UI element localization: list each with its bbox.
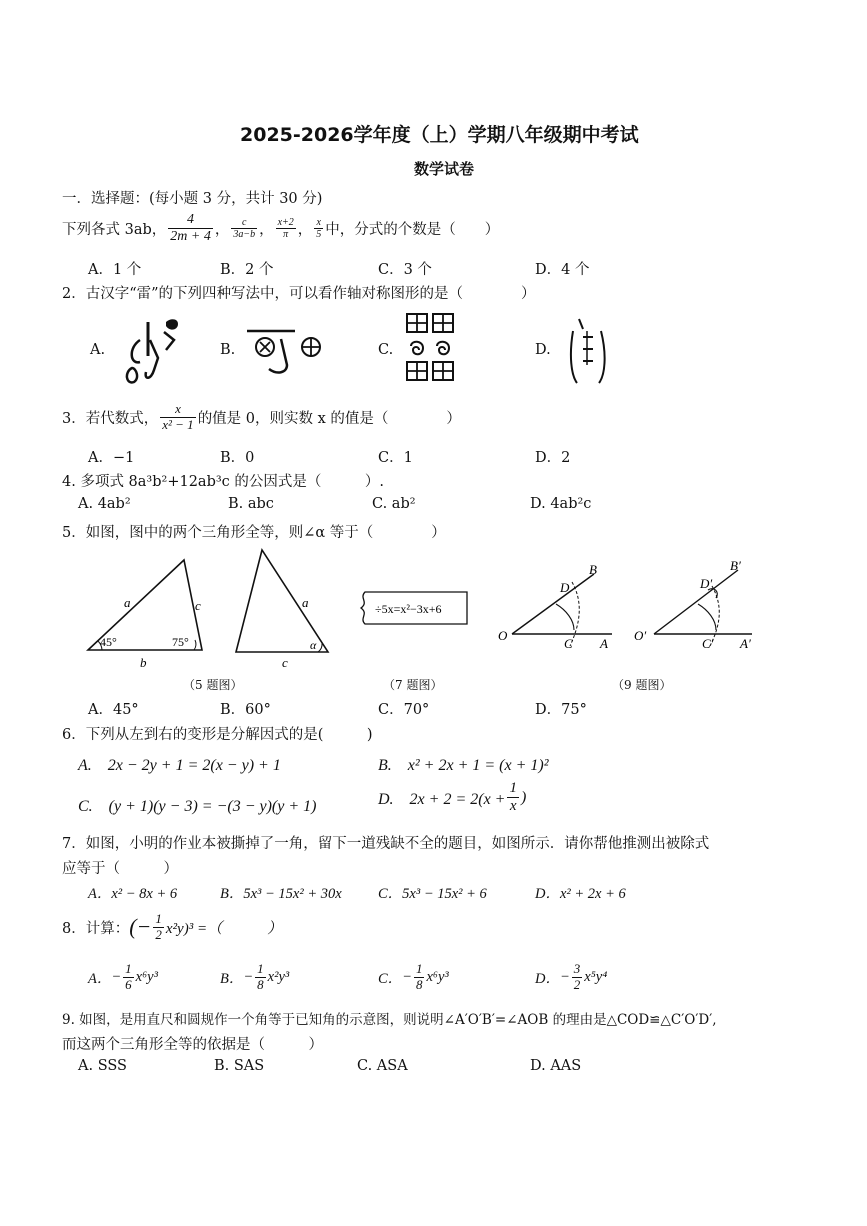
caption-fig-5: （5 题图） [183,678,243,692]
q8-b-numerator: 1 [257,961,264,976]
question-9-line-1: 9. 如图，是用直尺和圆规作一个角等于已知角的示意图，则说明∠A′O′B′=∠AOB 的理由是△COD≌△C′O′D′, [62,1012,717,1028]
q8-b-rest: x²y³ [267,968,290,985]
section-heading: 一．选择题：(每小题 3 分，共计 30 分) [62,191,323,207]
q8-b-sign: − [243,968,254,985]
q8-a-denominator: 6 [125,976,132,992]
fig9-right-C: C′ [702,636,714,651]
q5-option-b: B．60° [220,702,271,718]
q8-open: (− [129,914,152,940]
question-8 [62,912,282,943]
question-7-line-2: 应等于（ ） [62,861,178,877]
q8-d-rest: x⁵y⁴ [584,968,608,985]
q6-option-d-fraction [507,780,519,816]
tri2-side-a: a [302,595,309,610]
q8-c-denominator: 8 [415,976,423,992]
tri1-side-a: a [124,595,131,610]
q1-suffix: 中，分式的个数是（ ） [325,222,500,239]
q8-mid: x²y)³ =（ ） [165,920,283,937]
q6-option-a: A. 2x − 2y + 1 = 2(x − y) + 1 [78,757,281,774]
fig9-left-B: B [589,562,597,577]
q1-f1-numerator: 4 [168,212,213,229]
q8-d-label: D． [535,970,560,987]
q6-option-b: B. x² + 2x + 1 = (x + 1)² [378,757,549,774]
fig9-right-A: A′ [740,636,751,651]
q5-option-d: D．75° [535,702,587,718]
q8-option-c [378,962,449,993]
q5-option-a: A．45° [88,702,139,718]
page-title: 2025-2026学年度（上）学期八年级期中考试 [240,124,639,146]
q3-numerator: x [160,402,195,418]
q2-option-d: D. [535,342,551,358]
q1-f4-numerator: x [314,217,323,230]
fig9-left-A: A [600,636,608,651]
q1-f3-numerator: x+2 [277,216,294,228]
lei-glyph-b-image [245,325,335,380]
q8-c-sign: − [402,968,412,985]
q8-d-numerator: 3 [573,961,581,976]
question-2: 2．古汉字“雷”的下列四种写法中，可以看作轴对称图形的是（ ） [62,286,536,302]
q8-option-b [220,962,289,993]
q7-option-d: D．x² + 2x + 6 [535,886,626,902]
tri2-alpha: α [310,638,317,652]
question-9-line-2: 而这两个三角形全等的依据是（ ） [62,1037,323,1053]
q9-option-a: A. SSS [78,1058,127,1074]
q6-option-d-suffix: ) [520,788,527,806]
q6-option-d [378,780,526,816]
q1-f2-numerator: c [231,217,257,230]
q8-c-rest: x⁶y³ [426,968,449,985]
fig9-right-D: D′ [700,576,713,591]
q8-c-fraction [414,962,425,993]
q8-a-rest: x⁶y³ [135,968,158,985]
q4-option-a: A. 4ab² [78,496,131,512]
q3-option-b: B．0 [220,450,255,466]
q8-a-fraction [123,962,134,993]
fig9-left-C: C [564,636,573,651]
q8-numerator: 1 [155,911,162,926]
q8-d-sign: − [559,968,570,985]
q4-option-d: D. 4ab²c [530,496,592,512]
q6-d-numerator: 1 [507,780,519,798]
q8-d-denominator: 2 [573,976,581,992]
q6-option-d-prefix: D. 2x + 2 = 2(x + [378,791,506,809]
q1-f3-denominator: π [283,229,289,241]
tri1-angle-left: 45° [100,635,117,649]
q7-torn-paper-text: ÷5x=x²−3x+6 [375,602,442,616]
q3-option-a: A．−1 [88,450,135,466]
q7-option-b: B．5x³ − 15x² + 30x [220,886,342,902]
question-3 [62,402,461,433]
tri2-side-c: c [282,655,288,670]
q1-fraction-3 [276,217,296,241]
q2-option-b: B. [220,342,236,358]
q4-option-c: C. ab² [372,496,416,512]
q1-f2-denominator: 3a−b [233,229,256,241]
page-subtitle: 数学试卷 [414,160,475,178]
q6-option-c: C. (y + 1)(y − 3) = −(3 − y)(y + 1) [78,798,317,815]
q1-option-d: D．4 个 [535,262,590,278]
fig9-left-D: D [560,580,570,595]
caption-fig-9: （9 题图） [612,678,672,692]
fig9-right-B: B′ [730,558,741,573]
question-6: 6．下列从左到右的变形是分解因式的是( ) [62,727,373,743]
q1-fraction-1 [168,212,213,245]
q1-fraction-2 [231,217,257,241]
q8-denominator: 2 [155,926,162,942]
tri1-side-c: c [195,598,201,613]
question-5: 5．如图，图中的两个三角形全等，则∠α 等于（ ） [62,525,446,541]
q4-option-b: B. abc [228,496,274,512]
q1-option-b: B．2 个 [220,262,274,278]
q1-f1-denominator: 2m + 4 [170,229,211,245]
caption-fig-7: （7 题图） [383,678,443,692]
lei-glyph-d-image [565,315,615,387]
q1-option-c: C．3 个 [378,262,432,278]
q7-option-c: C．5x³ − 15x² + 6 [378,886,487,902]
q8-fraction [153,912,164,943]
lei-glyph-c-image [405,312,455,384]
q1-prefix: 下列各式 3ab， [62,222,167,239]
q5-triangle-2-figure [230,545,340,670]
q3-option-d: D．2 [535,450,571,466]
q5-triangle-1-figure [82,555,212,670]
q8-b-fraction [255,962,266,993]
q2-option-c: C. [378,342,394,358]
lei-glyph-a-image [118,310,188,390]
tri1-side-b: b [140,655,147,670]
q3-prefix: 3．若代数式， [62,410,159,427]
q3-suffix: 的值是 0，则实数 x 的值是（ ） [197,410,461,427]
q9-right-construction-figure [632,556,762,660]
q1-option-a: A．1 个 [88,262,142,278]
q3-denominator: x² − 1 [162,416,194,432]
question-1: 下列各式 3ab， $\frac{4}{2m + 4}$ ， $\frac{c}{3a-b}$ ， $\frac{x+2}{\pi}$ ， $\frac{x}{5}$ 中，分式的个数是（ ） [62,212,500,245]
q7-option-a: A．x² − 8x + 6 [88,886,178,902]
fig9-right-O: O′ [634,628,647,643]
q8-c-label: C． [378,970,403,987]
q8-option-d [535,962,607,993]
q8-c-numerator: 1 [415,961,423,976]
tri1-angle-right: 75° [172,635,189,649]
q9-option-b: B. SAS [214,1058,265,1074]
q6-d-denominator: x [509,798,517,815]
q8-b-label: B． [220,970,244,987]
q8-prefix: 8．计算： [62,920,130,937]
q8-a-numerator: 1 [125,961,132,976]
q8-option-a [88,962,158,993]
q8-b-denominator: 8 [257,976,264,992]
question-4: 4. 多项式 8a³b²+12ab³c 的公因式是（ ）. [62,474,385,490]
q9-left-construction-figure [494,560,624,660]
q1-fraction-4 [314,217,323,241]
q3-fraction [160,402,195,433]
fig9-left-O: O [498,628,508,643]
q7-torn-paper-figure [355,588,475,628]
q1-f4-denominator: 5 [316,229,322,241]
q5-option-c: C．70° [378,702,430,718]
q8-d-fraction [572,962,583,993]
question-7-line-1: 7．如图，小明的作业本被撕掉了一角，留下一道残缺不全的题目，如图所示．请你帮他推测出被除式 [62,836,710,852]
q2-option-a: A. [90,342,106,358]
q9-option-c: C. ASA [357,1058,408,1074]
q8-a-sign: − [111,968,122,985]
q9-option-d: D. AAS [530,1058,582,1074]
q8-a-label: A． [88,970,112,987]
q3-option-c: C．1 [378,450,413,466]
